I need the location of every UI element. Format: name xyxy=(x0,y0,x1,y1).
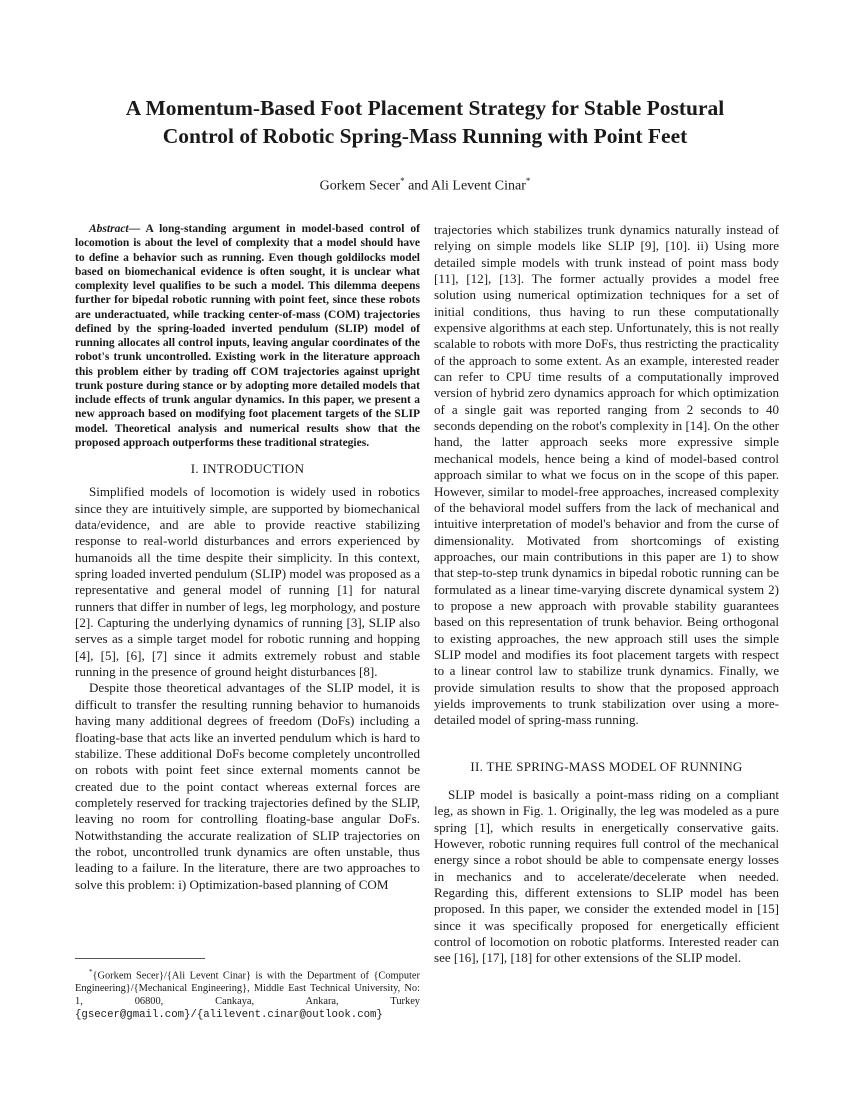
section-heading-spring-mass-model: II. THE SPRING-MASS MODEL OF RUNNING xyxy=(470,758,743,774)
footnote-text: {Gorkem Secer}/{Ali Levent Cinar} is with the Department of {Computer Engineering}/{Mechanical Engineering}, Middle East Technical University, No: 1, 06800, Cankaya, Ankara, Turkey xyxy=(75,970,420,1008)
author-2: Ali Levent Cinar xyxy=(431,178,526,194)
slip-paragraph-1: SLIP model is basically a point-mass riding on a compliant leg, as shown in Fig. 1. Originally, the leg was modeled as a pure spring [1], which results in energetically conservative gaits. However, robotic running requires full control of the mechanical energy since a robot should be able to compensate energy losses in mechanics and to accelerate/decelerate when needed. Regarding this, different extensions to SLIP model has been proposed. In this paper, we consider the extended model in [15] since it was specifically proposed for energetically efficient control of locomotion on robotic platforms. Interested reader can see [16], [17], [18] for other extensions of the SLIP model. xyxy=(434,787,779,966)
left-column xyxy=(75,222,420,893)
title-line-2: Control of Robotic Spring-Mass Running with Point Feet xyxy=(162,124,688,148)
author-1: Gorkem Secer xyxy=(319,178,401,194)
footnote-divider xyxy=(75,958,205,959)
author-2-affiliation-mark: * xyxy=(525,176,531,186)
author-conjunction: and xyxy=(404,178,432,194)
right-column xyxy=(434,222,779,967)
abstract-text: A long-standing argument in model-based control of locomotion is about the level of complexity that a model should have to define a behavior such as running. Even though goldilocks model based on biomechanical evidence is often sought, it is unclear what complexity level qualifies to be such a model. This dilemma deepens further for bipedal robotic running with point feet, since these robots are underactuated, while tracking center-of-mass (COM) trajectories defined by the spring-loaded inverted pendulum (SLIP) model of running allocates all control inputs, leaving angular coordinates of the robot's trunk uncontrolled. Existing work in the literature approach this problem either by trading off COM trajectories against upright trunk posture during stance or by adopting more detailed models that include effects of trunk angular dynamics. In this paper, we present a new approach based on modifying foot placement targets of the SLIP model. Theoretical analysis and numerical results show that the proposed approach outperforms these traditional strategies. xyxy=(75,223,420,449)
footnote-body xyxy=(75,966,420,1022)
intro-paragraph-1: Simplified models of locomotion is widely used in robotics since they are intuitively simple, are supported by biomechanical data/evidence, and are able to provide reactive stabilizing response to real-world disturbances and errors experienced by humanoids all the time despite their simplicity. In this context, spring loaded inverted pendulum (SLIP) model was proposed as a representative and general model of running [1] for natural runners that differ in number of legs, leg morphology, and posture [2]. Capturing the underlying dynamics of running [3], SLIP also serves as a simple target model for robotic running and hopping [4], [5], [6], [7] since it admits extremely robust and stable running in the presence of ground height disturbances [8]. xyxy=(75,484,420,680)
affiliation-footnote xyxy=(75,966,420,1022)
intro-paragraph-2-continued: trajectories which stabilizes trunk dynamics naturally instead of relying on simple models like SLIP [9], [10]. ii) Using more detailed simple models with trunk instead of point mass body [11], [12], [13]. The former actually provides a model free solution using numerical optimization techniques for a set of initial conditions, thus having to run these computationally expensive algorithms at each step. Unfortunately, this is not really scalable to robots with more DoFs, thus restricting the practicality of the approach to some extent. As an example, interested reader can refer to CPU time results of a computationally improved version of hybrid zero dynamics approach for which optimization of a single gait was reported ranging from 2 seconds to 40 seconds depending on the robot's complexity in [14]. On the other hand, the latter approach seeks more expressive simple mechanical models, hence being a kind of model-based control approach similar to what we focus on in the scope of this paper. However, similar to model-free approaches, increased complexity of the behavioral model suffers from the lack of mechanical and intuitive interpretation of model's behavior and from the curse of dimensionality. Motivated from shortcomings of existing approaches, our main contributions in this paper are 1) to show that step-to-step trunk dynamics in bipedal robotic running can be formulated as a linear time-varying discrete dynamical system 2) to propose a new approach with provable stability guarantees based on this representation of trunk behavior. Being orthogonal to existing approaches, the new approach still uses the simple SLIP model and modifies its foot placement targets with respect to a linear control law to stabilize trunk dynamics. Finally, we provide simulation results to show that the proposed approach yields improvements to trunk stabilization over using a more-detailed model of spring-mass running. xyxy=(434,222,779,728)
author-emails: {gsecer@gmail.com}/{alilevent.cinar@outlook.com} xyxy=(75,1009,383,1022)
abstract-dash: — xyxy=(128,223,146,235)
title-line-1: A Momentum-Based Foot Placement Strategy for Stable Postural xyxy=(125,96,725,120)
author-1-affiliation-mark: * xyxy=(400,176,405,186)
intro-paragraph-2: Despite those theoretical advantages of the SLIP model, it is difficult to transfer the resulting running behavior to humanoids having many additional degrees of freedom (DoFs) including a floating-base that acts like an inverted pendulum which is hard to stabilize. These additional DoFs become completely uncontrolled on robots with point feet since external moments cannot be created due to the point contact whereas external forces are completely reserved for tracking trajectories defined by the SLIP, leaving no room for controlling floating-base angular DoFs. Notwithstanding the accurate realization of SLIP trajectories on the robot, uncontrolled trunk dynamics are often unstable, thus leading to a failure. In the literature, there are two approaches to solve this problem: i) Optimization-based planning of COM xyxy=(75,680,420,892)
author-list xyxy=(60,176,790,195)
abstract xyxy=(75,222,420,450)
section-heading-introduction: I. INTRODUCTION xyxy=(190,461,305,476)
footnote-mark: * xyxy=(89,968,93,976)
abstract-label: Abstract xyxy=(89,223,129,235)
paper-title xyxy=(60,94,790,150)
